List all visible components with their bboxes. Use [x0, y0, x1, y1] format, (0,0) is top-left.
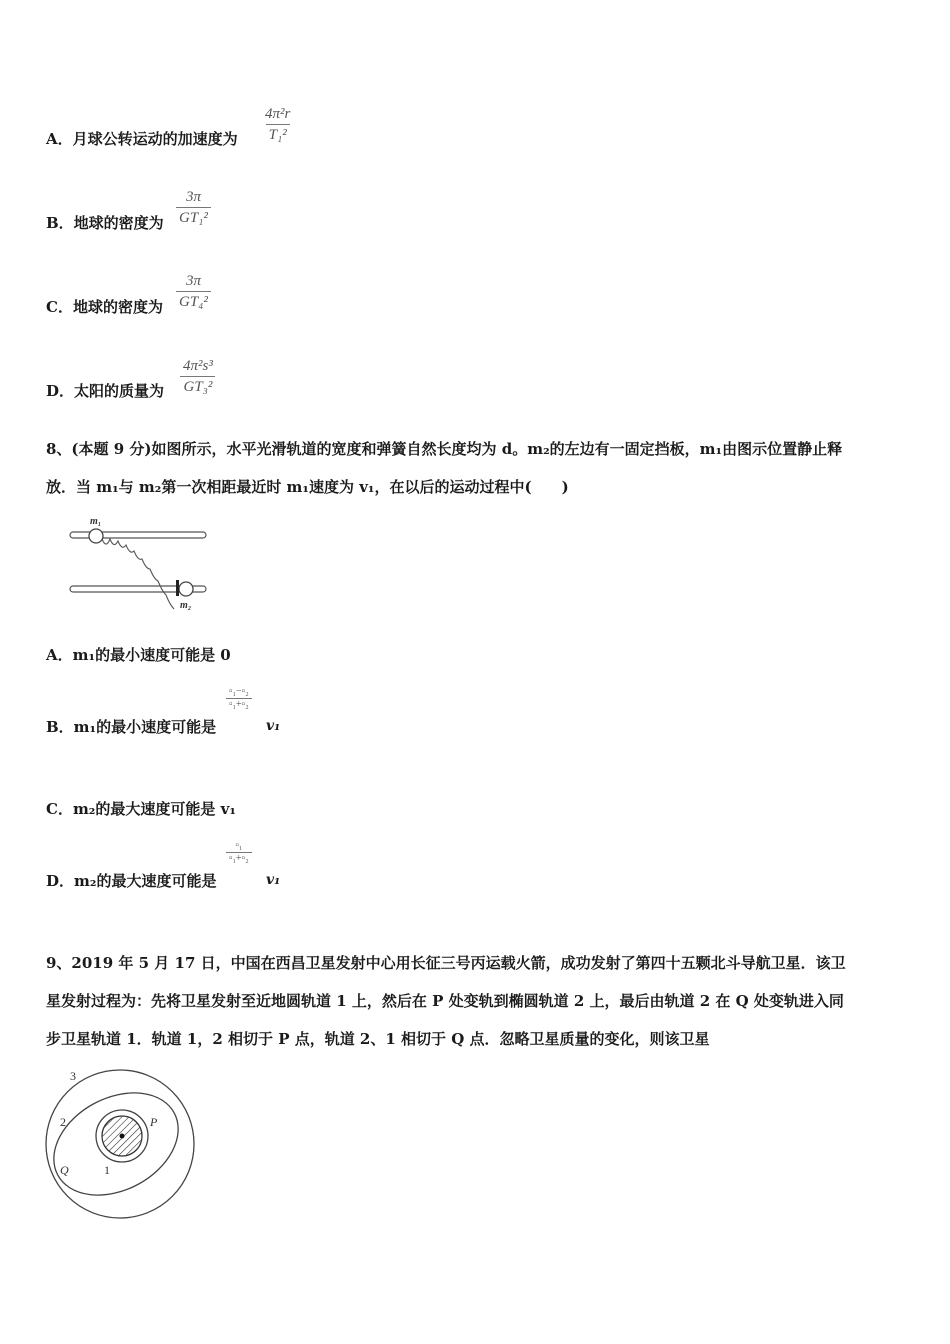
q7-option-a[interactable] — [46, 128, 238, 149]
q7-option-d-text: D．太阳的质量为 — [46, 382, 165, 400]
q8-option-c[interactable] — [46, 798, 236, 819]
formula-denominator: ▫₁+▫₂ — [226, 698, 252, 711]
q7-option-c-formula — [176, 271, 211, 312]
q7-option-c[interactable] — [46, 296, 163, 317]
label-point-p: P — [150, 1115, 158, 1129]
earth-center-dot — [120, 1134, 125, 1139]
ball-m1 — [89, 529, 103, 543]
label-m1: m₁ — [90, 516, 102, 527]
q8-stem — [46, 430, 908, 506]
formula-denominator: GT₁² — [176, 207, 211, 228]
formula-numerator: ▫₁−▫₂ — [229, 686, 249, 697]
fixed-stopper — [176, 580, 179, 596]
q7-option-d[interactable] — [46, 380, 164, 401]
q7-option-a-formula — [262, 104, 293, 145]
formula-numerator: 4π²s³ — [183, 358, 213, 374]
q8-option-d-text: D．m₂的最大速度可能是 — [46, 872, 217, 890]
q9-stem-line2: 星发射过程为：先将卫星发射至近地圆轨道 1 上，然后在 P 处变轨到椭圆轨道 2 上，最后由轨道 2 在 Q 处变轨进入同 — [46, 992, 844, 1010]
spring — [102, 539, 174, 609]
q8-option-d-formula — [226, 840, 252, 865]
ball-m2 — [179, 582, 193, 596]
formula-numerator: ▫₁ — [235, 840, 243, 851]
formula-numerator: 3π — [185, 273, 201, 289]
formula-numerator: 3π — [185, 189, 201, 205]
q8-stem-line2: 放．当 m₁与 m₂第一次相距最近时 m₁速度为 v₁，在以后的运动过程中( ) — [46, 478, 569, 496]
q8-option-b-v1: v₁ — [266, 718, 281, 734]
q7-option-b[interactable] — [46, 212, 164, 233]
q8-option-b-text: B．m₁的最小速度可能是 — [46, 718, 217, 736]
q8-option-d[interactable] — [46, 870, 216, 891]
formula-numerator: 4π²r — [265, 106, 291, 122]
q9-stem-line3: 步卫星轨道 1．轨道 1，2 相切于 P 点，轨道 2、1 相切于 Q 点．忽略卫星质量的变化，则该卫星 — [46, 1030, 710, 1048]
label-orbit-1: 1 — [104, 1163, 110, 1177]
q8-stem-line1: 8、(本题 9 分)如图所示，水平光滑轨道的宽度和弹簧自然长度均为 d。m₂的左边有一固定挡板，m₁由图示位置静止释 — [46, 440, 843, 458]
q8-option-a[interactable] — [46, 644, 231, 665]
q8-option-d-v1: v₁ — [266, 872, 281, 888]
q8-spring-figure — [66, 512, 216, 616]
q9-stem — [46, 944, 908, 1058]
formula-denominator: ▫₁+▫₂ — [226, 852, 252, 865]
label-orbit-3: 3 — [70, 1069, 76, 1083]
q8-option-c-text: C．m₂的最大速度可能是 v₁ — [46, 800, 236, 818]
q7-option-b-formula — [176, 187, 211, 228]
label-orbit-2: 2 — [60, 1115, 66, 1129]
q8-option-b-formula — [226, 686, 252, 711]
label-m2: m₂ — [180, 600, 192, 611]
formula-denominator: GT₄² — [176, 291, 211, 312]
q9-stem-line1: 9、2019 年 5 月 17 日，中国在西昌卫星发射中心用长征三号丙运载火箭，成功发射了第四十五颗北斗导航卫星．该卫 — [46, 954, 846, 972]
formula-denominator: T₁² — [266, 124, 290, 145]
q9-orbit-figure — [40, 1064, 200, 1220]
q7-option-c-text: C．地球的密度为 — [46, 298, 163, 316]
formula-denominator: GT₃² — [180, 376, 215, 397]
q7-option-b-text: B．地球的密度为 — [46, 214, 164, 232]
q7-option-d-formula — [180, 356, 216, 397]
q8-option-a-text: A．m₁的最小速度可能是 0 — [46, 646, 231, 664]
label-point-q: Q — [60, 1163, 69, 1177]
q7-option-a-text: A．月球公转运动的加速度为 — [46, 130, 238, 148]
q8-option-b[interactable] — [46, 716, 216, 737]
